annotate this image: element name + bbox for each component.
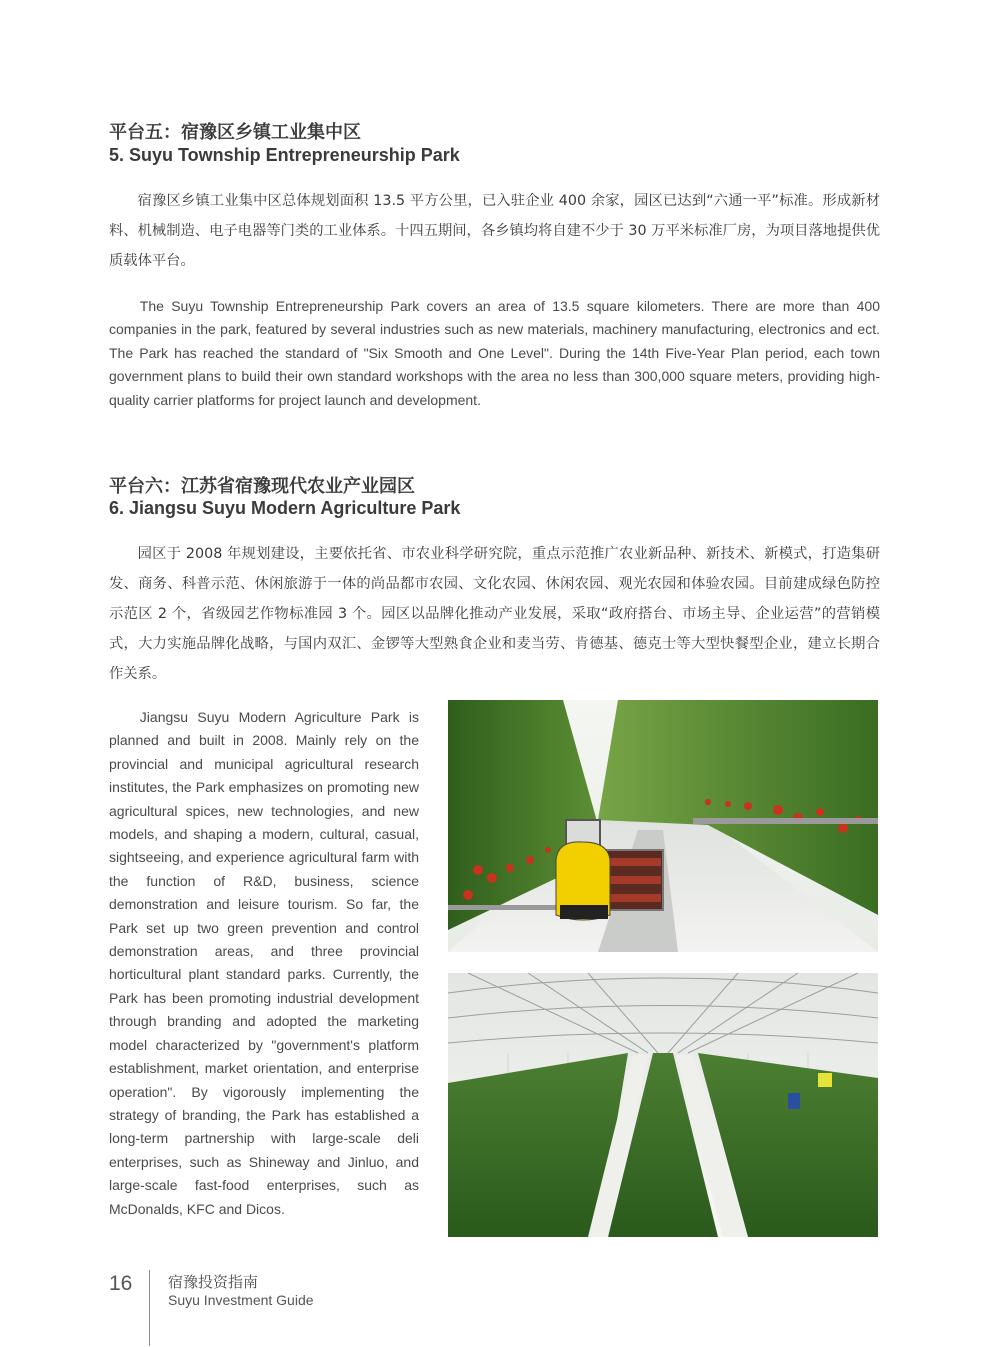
section6-paragraph-en: Jiangsu Suyu Modern Agriculture Park is planned and built in 2008. Mainly rely on the provincial and municipal agricultural research institutes, the Park emphasizes on promoting new agricultural spices, new technologies, and new models, and shaping a modern, cultural, casual, sightseeing, and experience agricultural farm with the function of R&D, business, science demonstration and leisure tourism. So far, the Park set up two green prevention and control demonstration areas, and three provincial horticultural plant standard parks. Currently, the Park has been promoting industrial development through branding and adopted the marketing model characterized by "government's platform establishment, market orientation, and enterprise operation". By vigorously implementing the strategy of branding, the Park has established a long-term partnership with large-scale deli enterprises, such as Shineway and Jinluo, and large-scale fast-food enterprises, such as McDonalds, KFC and Dicos. [109,709,419,1217]
section5-title-cn: 平台五：宿豫区乡镇工业集中区 [109,122,361,143]
page-number: 16 [109,1272,133,1295]
section5-paragraph-cn: 宿豫区乡镇工业集中区总体规划面积 13.5 平方公里，已入驻企业 400 余家，园区已达到“六通一平”标准。形成新材料、机械制造、电子电器等门类的工业体系。十四五期间，各乡镇均将自建不少于 30 万平米标准厂房，为项目落地提供优质载体平台。 [109,193,880,269]
footer-guide-title-cn: 宿豫投资指南 [168,1273,259,1291]
section6-title-cn: 平台六：江苏省宿豫现代农业产业园区 [109,476,415,497]
section6-title-en: 6. Jiangsu Suyu Modern Agriculture Park [109,498,461,518]
greenhouse-tomato-photo [448,700,878,952]
section5-title-en: 5. Suyu Township Entrepreneurship Park [109,145,460,165]
footer-divider [149,1270,150,1346]
greenhouse-pepper-photo [448,973,878,1237]
section6-paragraph-cn: 园区于 2008 年规划建设，主要依托省、市农业科学研究院，重点示范推广农业新品种、新技术、新模式，打造集研发、商务、科普示范、休闲旅游于一体的尚品都市农园、文化农园、休闲农园、观光农园和体验农园。目前建成绿色防控示范区 2 个，省级园艺作物标准园 3 个。园区以品牌化推动产业发展，采取“政府搭台、市场主导、企业运营”的营销模式，大力实施品牌化战略，与国内双汇、金锣等大型熟食企业和麦当劳、肯德基、德克士等大型快餐型企业，建立长期合作关系。 [109,546,880,682]
section5-paragraph-en: The Suyu Township Entrepreneurship Park covers an area of 13.5 square kilometers. There are more than 400 companies in the park, featured by several industries such as new materials, machinery manufacturing, electronics and ect. The Park has reached the standard of "Six Smooth and One Level". During the 14th Five-Year Plan period, each town government plans to build their own standard workshops with the area no less than 300,000 square meters, providing high-quality carrier platforms for project launch and development. [109,298,880,408]
footer-guide-title-en: Suyu Investment Guide [168,1292,314,1308]
